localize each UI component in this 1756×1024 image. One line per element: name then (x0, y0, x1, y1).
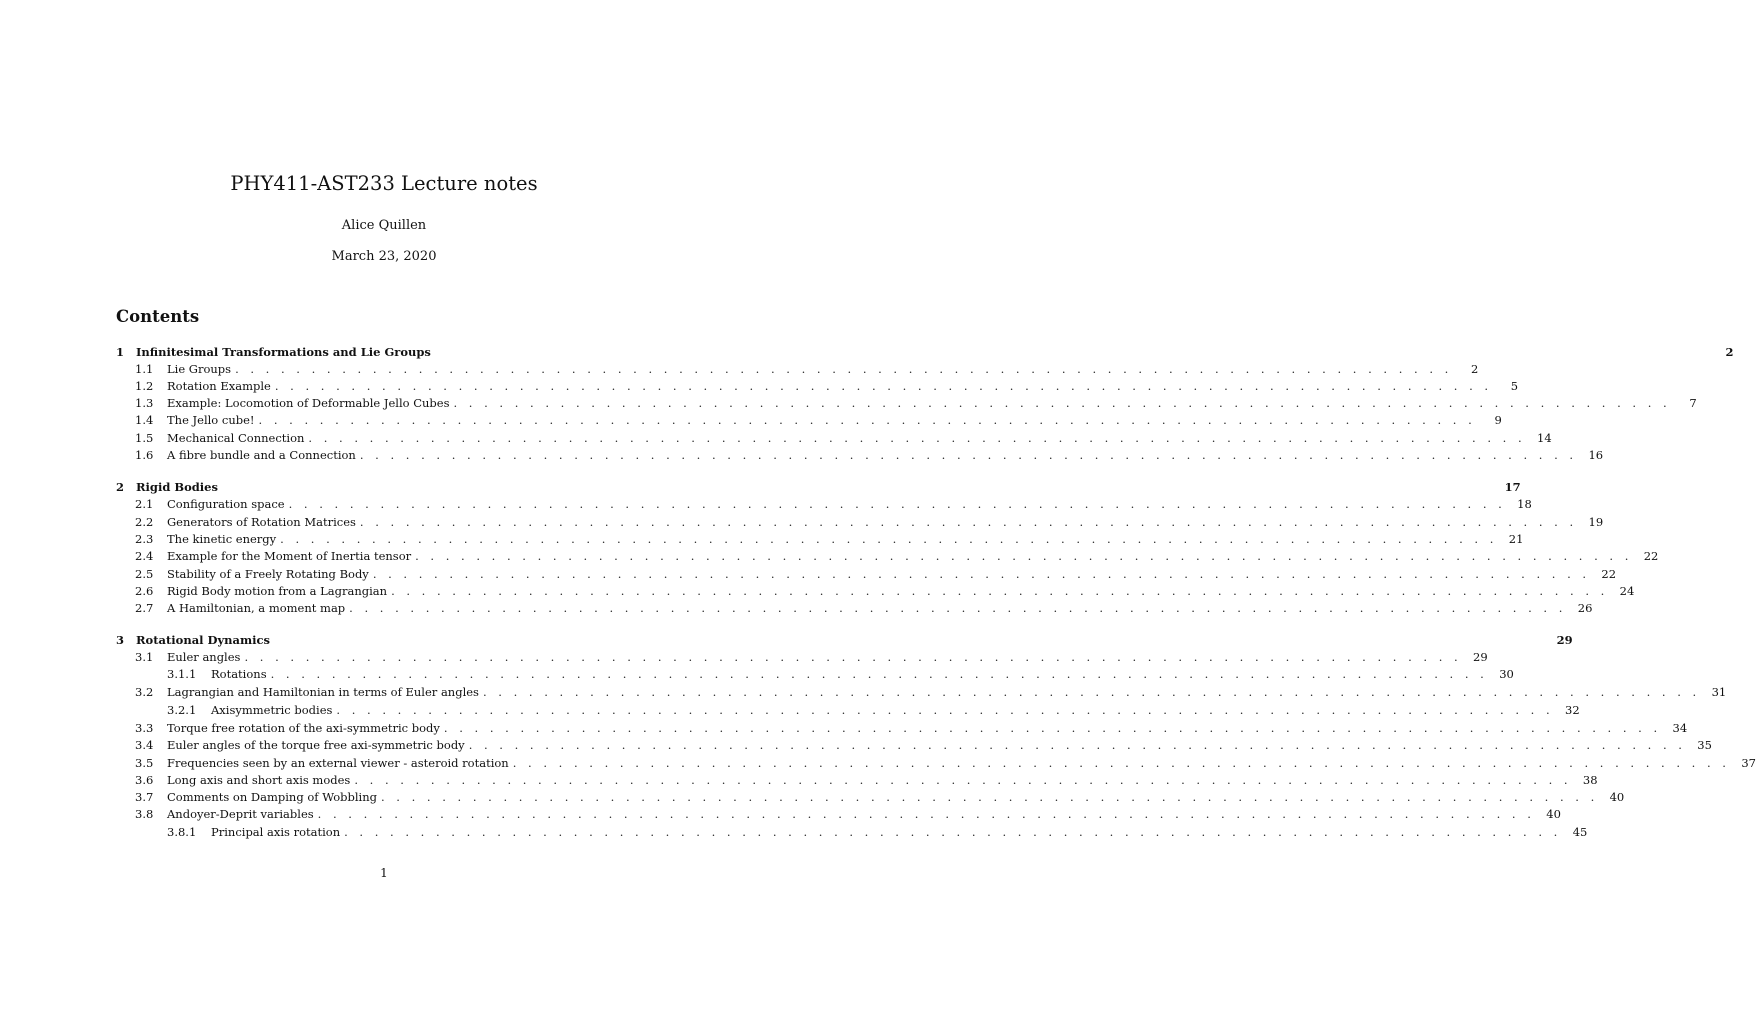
toc-entry-title: The kinetic energy (167, 532, 277, 546)
contents-heading: Contents (116, 307, 200, 326)
dot-leader: . . . . . . . . . . . . . . . . . . . . . . . . . . . . . . . . . . . . . . . . . . . . . . . . . . . . . . . . . . . . . . . . . . . . . . . . . . . . . . . . (372, 567, 1591, 581)
toc-entry-number: 2.4 (135, 549, 154, 563)
toc-entry[interactable] (116, 600, 1593, 617)
toc-entry[interactable] (116, 378, 1519, 395)
dot-leader: . . . . . . . . . . . . . . . . . . . . . . . . . . . . . . . . . . . . . . . . . . . . . . . . . . . . . . . . . . . . . . . . . . . . . . . . . . . . . . . . (270, 667, 1488, 681)
toc-entry-title: Rotational Dynamics (136, 633, 271, 647)
toc-entry-number: 2.7 (135, 601, 154, 615)
toc-entry[interactable] (116, 649, 1488, 666)
toc-entry-title: Configuration space (167, 497, 285, 511)
toc-entry-number: 1 (116, 345, 125, 359)
toc-entry[interactable] (116, 684, 1727, 701)
toc-entry[interactable] (116, 824, 1588, 841)
toc-entry[interactable] (116, 514, 1604, 531)
dot-leader: . . . . . . . . . . . . . . . . . . . . . . . . . . . . . . . . . . . . . . . . . . . . . . . . . . . . . . . . . . . . . . . . . . . . . . . . . . . . . . . . (359, 515, 1578, 529)
toc-entry[interactable] (116, 737, 1712, 754)
toc-entry-page: 24 (1619, 584, 1635, 598)
toc-entry-page: 34 (1672, 721, 1688, 735)
toc-entry-number: 3.8 (135, 807, 154, 821)
toc-entry-title: Euler angles of the torque free axi-symmetric body (167, 738, 465, 752)
toc-entry-number: 1.1 (135, 362, 154, 376)
toc-entry-page: 9 (1494, 413, 1502, 427)
toc-entry-number: 3.5 (135, 756, 154, 770)
toc-entry-page: 21 (1508, 532, 1524, 546)
dot-leader: . . . . . . . . . . . . . . . . . . . . . . . . . . . . . . . . . . . . . . . . . . . . . . . . . . . . . . . . . . . . . . . . . . . . . . . . . . . . . . . . (349, 601, 1567, 615)
toc-entry-number: 1.5 (135, 431, 154, 445)
toc-entry-number: 2.5 (135, 567, 154, 581)
dot-leader: . . . . . . . . . . . . . . . . . . . . . . . . . . . . . . . . . . . . . . . . . . . . . . . . . . . . . . . . . . . . . . . . . . . . . . . . . . . . . . . . (258, 413, 1476, 427)
toc-entry-number: 3.8.1 (167, 825, 197, 839)
toc-entry-page: 40 (1546, 807, 1561, 821)
toc-entry-title: Principal axis rotation (211, 825, 341, 839)
toc-entry-page: 17 (1504, 480, 1521, 494)
toc-entry-title: Comments on Damping of Wobbling (167, 790, 377, 804)
toc-entry-number: 2 (116, 480, 125, 494)
toc-entry-page: 19 (1588, 515, 1604, 529)
toc-entry-page: 2 (1725, 345, 1734, 359)
toc-entry-number: 1.6 (135, 448, 154, 462)
dot-leader: . . . . . . . . . . . . . . . . . . . . . . . . . . . . . . . . . . . . . . . . . . . . . . . . . . . . . . . . . . . . . . . . . . . . . . . . . . . . . . . . (244, 650, 1462, 664)
toc-entry-title: Rotation Example (167, 379, 271, 393)
toc-entry[interactable] (116, 632, 1573, 649)
dot-leader: . . . . . . . . . . . . . . . . . . . . . . . . . . . . . . . . . . . . . . . . . . . . . . . . . . . . . . . . . . . . . . . . . . . . . . . . . . . . . . . . (235, 362, 1453, 376)
toc-entry-title: A Hamiltonian, a moment map (167, 601, 346, 615)
toc-entry[interactable] (116, 361, 1479, 378)
toc-entry-page: 31 (1711, 685, 1727, 699)
dot-leader: . . . . . . . . . . . . . . . . . . . . . . . . . . . . . . . . . . . . . . . . . . . . . . . . . . . . . . . . . . . . . . . . . . . . . . . . . . . . . . . . (443, 721, 1662, 735)
toc-entry-page: 5 (1510, 379, 1519, 393)
toc-entry[interactable] (116, 772, 1598, 789)
dot-leader: . . . . . . . . . . . . . . . . . . . . . . . . . . . . . . . . . . . . . . . . . . . . . . . . . . . . . . . . . . . . . . . . . . . . . . . . . . . . . . . . (512, 756, 1730, 770)
toc-entry-page: 40 (1609, 790, 1625, 804)
dot-leader: . . . . . . . . . . . . . . . . . . . . . . . . . . . . . . . . . . . . . . . . . . . . . . . . . . . . . . . . . . . . . . . . . . . . . . . . . . . . . . . . (453, 396, 1671, 410)
page-number: 1 (380, 866, 388, 880)
toc-entry-title: Mechanical Connection (167, 431, 305, 445)
toc-entry[interactable] (116, 479, 1521, 496)
toc-entry-page: 26 (1577, 601, 1593, 615)
dot-leader: . . . . . . . . . . . . . . . . . . . . . . . . . . . . . . . . . . . . . . . . . . . . . . . . . . . . . . . . . . . . . . . . . . . . . . . . . . . . . . . . (317, 807, 1535, 821)
dot-leader: . . . . . . . . . . . . . . . . . . . . . . . . . . . . . . . . . . . . . . . . . . . . . . . . . . . . . . . . . . . . . . . . . . . . . . . . . . . . . . . . (415, 549, 1633, 563)
toc-entry-title: The Jello cube! (167, 413, 255, 427)
toc-entry-page: 22 (1643, 549, 1659, 563)
toc-entry-number: 1.4 (135, 413, 154, 427)
toc-entry-title: A fibre bundle and a Connection (167, 448, 356, 462)
toc-entry-page: 29 (1473, 650, 1488, 664)
dot-leader: . . . . . . . . . . . . . . . . . . . . . . . . . . . . . . . . . . . . . . . . . . . . . . . . . . . . . . . . . . . . . . . . . . . . . . . . . . . . . . . . (344, 825, 1562, 839)
toc-entry-page: 16 (1588, 448, 1604, 462)
toc-entry-number: 3.1 (135, 650, 154, 664)
dot-leader: . . . . . . . . . . . . . . . . . . . . . . . . . . . . . . . . . . . . . . . . . . . . . . . . . . . . . . . . . . . . . . . . . . . . . . . . . . . . . . . . (354, 773, 1572, 787)
toc-entry-page: 37 (1741, 756, 1756, 770)
dot-leader: . . . . . . . . . . . . . . . . . . . . . . . . . . . . . . . . . . . . . . . . . . . . . . . . . . . . . . . . . . . . . . . . . . . . . . . . . . . . . . . . (288, 497, 1506, 511)
toc-entry[interactable] (116, 430, 1552, 447)
toc-entry-page: 32 (1565, 703, 1580, 717)
toc-entry[interactable] (116, 496, 1532, 513)
toc-entry[interactable] (116, 789, 1625, 806)
toc-entry-number: 3.2.1 (167, 703, 197, 717)
dot-leader: . . . . . . . . . . . . . . . . . . . . . . . . . . . . . . . . . . . . . . . . . . . . . . . . . . . . . . . . . . . . . . . . . . . . . . . . . . . . . . . . (391, 584, 1609, 598)
toc-entry-page: 38 (1582, 773, 1598, 787)
toc-entry[interactable] (116, 755, 1756, 772)
toc-entry-number: 2.1 (135, 497, 154, 511)
toc-entry-page: 30 (1499, 667, 1514, 681)
toc-entry-title: Lie Groups (167, 362, 232, 376)
toc-entry-title: Frequencies seen by an external viewer - asteroid rotation (167, 756, 509, 770)
toc-entry-number: 2.3 (135, 532, 154, 546)
toc-entry-number: 1.3 (135, 396, 154, 410)
toc-entry[interactable] (116, 806, 1561, 823)
toc-entry-page: 29 (1556, 633, 1573, 647)
author-name: Alice Quillen (341, 218, 427, 233)
dot-leader: . . . . . . . . . . . . . . . . . . . . . . . . . . . . . . . . . . . . . . . . . . . . . . . . . . . . . . . . . . . . . . . . . . . . . . . . . . . . . . . . (308, 431, 1526, 445)
toc-entry[interactable] (116, 666, 1514, 683)
toc-entry-number: 3.1.1 (167, 667, 197, 681)
toc-entry-title: Example: Locomotion of Deformable Jello Cubes (167, 396, 450, 410)
toc-entry-title: Axisymmetric bodies (211, 703, 333, 717)
toc-entry-title: Rigid Bodies (136, 480, 218, 494)
toc-entry-number: 3.7 (135, 790, 154, 804)
toc-entry-title: Rotations (211, 667, 267, 681)
dot-leader: . . . . . . . . . . . . . . . . . . . . . . . . . . . . . . . . . . . . . . . . . . . . . . . . . . . . . . . . . . . . . . . . . . . . . . . . . . . . . . . . (468, 738, 1686, 752)
dot-leader: . . . . . . . . . . . . . . . . . . . . . . . . . . . . . . . . . . . . . . . . . . . . . . . . . . . . . . . . . . . . . . . . . . . . . . . . . . . . . . . . (359, 448, 1578, 462)
toc-entry-page: 35 (1697, 738, 1712, 752)
toc-entry-title: Stability of a Freely Rotating Body (167, 567, 369, 581)
toc-entry-number: 1.2 (135, 379, 154, 393)
toc-entry-page: 45 (1572, 825, 1588, 839)
toc-entry[interactable] (116, 720, 1688, 737)
toc-entry[interactable] (116, 566, 1617, 583)
toc-entry[interactable] (116, 447, 1604, 464)
toc-entry-page: 18 (1517, 497, 1532, 511)
toc-entry-page: 14 (1537, 431, 1552, 445)
toc-entry-number: 3.6 (135, 773, 154, 787)
dot-leader: . . . . . . . . . . . . . . . . . . . . . . . . . . . . . . . . . . . . . . . . . . . . . . . . . . . . . . . . . . . . . . . . . . . . . . . . . . . . . . . . (482, 685, 1701, 699)
toc-entry[interactable] (116, 395, 1697, 412)
toc-entry[interactable] (116, 531, 1524, 548)
document-title: PHY411-AST233 Lecture notes (230, 172, 538, 195)
document-date: March 23, 2020 (331, 249, 437, 264)
dot-leader: . . . . . . . . . . . . . . . . . . . . . . . . . . . . . . . . . . . . . . . . . . . . . . . . . . . . . . . . . . . . . . . . . . . . . . . . . . . . . . . . (274, 379, 1493, 393)
toc-entry-title: Long axis and short axis modes (167, 773, 351, 787)
toc-entry[interactable] (116, 344, 1734, 361)
toc-entry-number: 2.6 (135, 584, 154, 598)
toc-entry-page: 7 (1689, 396, 1697, 410)
toc-entry-title: Rigid Body motion from a Lagrangian (167, 584, 388, 598)
toc-entry-title: Infinitesimal Transformations and Lie Groups (136, 345, 431, 359)
toc-entry-title: Example for the Moment of Inertia tensor (167, 549, 412, 563)
toc-entry[interactable] (116, 702, 1580, 719)
toc-entry-number: 3.2 (135, 685, 154, 699)
toc-entry-title: Torque free rotation of the axi-symmetric body (167, 721, 440, 735)
dot-leader: . . . . . . . . . . . . . . . . . . . . . . . . . . . . . . . . . . . . . . . . . . . . . . . . . . . . . . . . . . . . . . . . . . . . . . . . . . . . . . . . (280, 532, 1498, 546)
toc-entry[interactable] (116, 583, 1635, 600)
toc-entry-title: Andoyer-Deprit variables (167, 807, 314, 821)
toc-entry-title: Generators of Rotation Matrices (167, 515, 356, 529)
toc-entry-title: Euler angles (167, 650, 241, 664)
toc-entry[interactable] (116, 412, 1502, 429)
toc-entry[interactable] (116, 548, 1659, 565)
dot-leader: . . . . . . . . . . . . . . . . . . . . . . . . . . . . . . . . . . . . . . . . . . . . . . . . . . . . . . . . . . . . . . . . . . . . . . . . . . . . . . . . (336, 703, 1554, 717)
toc-entry-number: 2.2 (135, 515, 154, 529)
toc-entry-page: 22 (1601, 567, 1617, 581)
toc-entry-number: 3.4 (135, 738, 154, 752)
toc-entry-page: 2 (1470, 362, 1479, 376)
toc-entry-number: 3 (116, 633, 125, 647)
toc-entry-title: Lagrangian and Hamiltonian in terms of Euler angles (167, 685, 479, 699)
toc-entry-number: 3.3 (135, 721, 154, 735)
dot-leader: . . . . . . . . . . . . . . . . . . . . . . . . . . . . . . . . . . . . . . . . . . . . . . . . . . . . . . . . . . . . . . . . . . . . . . . . . . . . . . . . (381, 790, 1599, 804)
